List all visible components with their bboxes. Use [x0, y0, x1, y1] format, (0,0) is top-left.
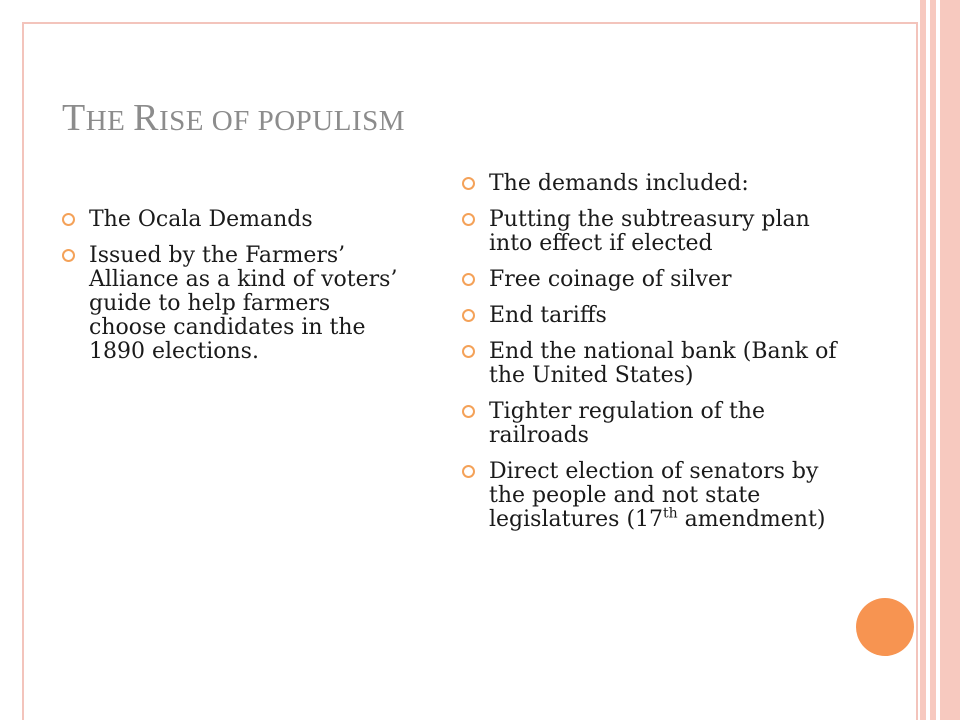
bullet-icon	[62, 249, 75, 262]
left-bullet-list	[62, 208, 402, 376]
list-item-text: Direct election of senators by the people and not state legislatures (17	[489, 459, 819, 532]
list-item	[62, 244, 402, 364]
list-item-text: End the national bank (Bank of the United States)	[489, 339, 837, 388]
bullet-icon	[62, 213, 75, 226]
list-item	[462, 340, 842, 388]
list-item-text: End tariffs	[489, 303, 607, 328]
list-item-text: Free coinage of silver	[489, 267, 732, 292]
bullet-icon	[462, 309, 475, 322]
bullet-icon	[462, 405, 475, 418]
list-item-text: The demands included:	[489, 171, 749, 196]
list-item-text: The Ocala Demands	[89, 207, 313, 232]
decorative-circle	[856, 598, 914, 656]
list-item	[462, 208, 842, 256]
list-item-text: Issued by the Farmers’ Alliance as a kind of voters’ guide to help farmers choose candidates in the 1890 elections.	[89, 243, 398, 364]
right-decoration-stripes	[918, 0, 960, 720]
list-item	[462, 400, 842, 448]
title-rest: HE	[85, 105, 134, 137]
list-item	[62, 208, 402, 232]
list-item	[462, 172, 842, 196]
slide-title	[62, 96, 405, 140]
list-item	[462, 304, 842, 328]
bullet-icon	[462, 345, 475, 358]
bullet-icon	[462, 213, 475, 226]
right-bullet-list	[462, 172, 842, 544]
list-item-text: Putting the subtreasury plan into effect if elected	[489, 207, 810, 256]
list-item	[462, 268, 842, 292]
list-item	[462, 460, 842, 532]
list-item-text: Tighter regulation of the railroads	[489, 399, 765, 448]
bullet-icon	[462, 465, 475, 478]
list-item-text: amendment)	[677, 507, 826, 532]
superscript: th	[663, 505, 678, 522]
title-rest: ISE OF POPULISM	[159, 105, 405, 137]
stripe	[930, 0, 936, 720]
title-initial: R	[133, 97, 159, 139]
bullet-icon	[462, 177, 475, 190]
stripe	[920, 0, 926, 720]
title-initial: T	[62, 97, 86, 139]
bullet-icon	[462, 273, 475, 286]
stripe	[940, 0, 960, 720]
